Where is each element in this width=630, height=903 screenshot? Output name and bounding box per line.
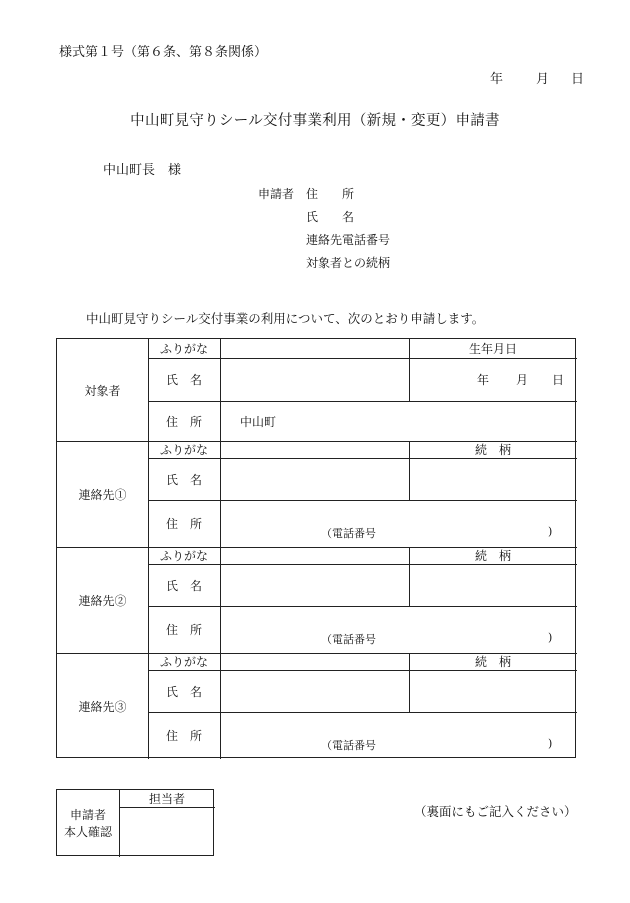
target-name-field[interactable] (220, 358, 409, 401)
date-month-label: 月 (536, 72, 550, 87)
date-day-label: 日 (571, 72, 585, 87)
contact-3-phone-close: ) (548, 737, 553, 750)
back-side-note: （裏面にもご記入ください） (414, 804, 577, 819)
contact-3-address-label: 住 所 (165, 729, 202, 743)
contact-1-section-label: 連絡先① (78, 487, 127, 502)
contact-3-furigana-label: ふりがな (159, 655, 208, 669)
applicant-phone-label: 連絡先電話番号 (306, 233, 391, 247)
contact-1-relation-header: 続 柄 (474, 443, 511, 457)
applicant-label: 申請者 (258, 187, 295, 201)
target-furigana-label: ふりがな (159, 342, 208, 356)
contact-2-address-field[interactable] (220, 606, 577, 653)
identity-confirmation-box (56, 789, 214, 856)
target-furigana-field[interactable] (220, 339, 409, 358)
target-section-label: 対象者 (84, 383, 121, 398)
target-name-label: 氏 名 (165, 373, 202, 387)
page-title: 中山町見守りシール交付事業利用（新規・変更）申請書 (130, 113, 500, 129)
contact-1-relation-field[interactable] (409, 458, 577, 500)
contact-3-address-field[interactable] (220, 712, 577, 759)
contact-1-name-label: 氏 名 (165, 472, 202, 487)
contact-1-address-field[interactable] (220, 500, 577, 547)
contact-3-name-field[interactable] (220, 670, 409, 712)
contact-1-phone-close: ) (548, 525, 553, 538)
contact-2-relation-field[interactable] (409, 564, 577, 606)
contact-1-address-label: 住 所 (165, 517, 202, 531)
contact-3-relation-header: 続 柄 (474, 655, 511, 669)
applicant-name-label: 氏 名 (306, 210, 355, 224)
contact-1-furigana-field[interactable] (220, 441, 409, 458)
intro-text: 中山町見守りシール交付事業の利用について、次のとおり申請します。 (86, 311, 485, 326)
birthdate-day-label: 日 (552, 373, 565, 387)
application-table (56, 338, 576, 758)
contact-2-name-label: 氏 名 (165, 578, 202, 593)
contact-1-furigana-label: ふりがな (159, 443, 208, 457)
addressee: 中山町長 様 (103, 163, 182, 178)
target-address-value: 中山町 (240, 414, 277, 429)
contact-2-furigana-field[interactable] (220, 547, 409, 564)
form-number: 様式第１号（第６条、第８条関係） (59, 45, 268, 60)
contact-2-phone-label: （電話番号 (321, 633, 376, 646)
staff-header: 担当者 (148, 792, 185, 806)
contact-2-address-label: 住 所 (165, 623, 202, 637)
contact-2-name-field[interactable] (220, 564, 409, 606)
staff-stamp-field[interactable] (119, 807, 215, 857)
target-address-field[interactable] (220, 401, 577, 441)
target-address-label: 住 所 (165, 414, 202, 429)
contact-3-phone-label: （電話番号 (321, 739, 376, 752)
contact-2-furigana-label: ふりがな (159, 549, 208, 563)
confirmation-label (57, 790, 119, 857)
contact-1-name-field[interactable] (220, 458, 409, 500)
contact-3-furigana-field[interactable] (220, 653, 409, 670)
target-birthdate-header: 生年月日 (468, 342, 517, 356)
contact-2-section-label: 連絡先② (78, 593, 127, 608)
contact-2-phone-close: ) (548, 631, 553, 644)
confirmation-label-line2: 本人確認 (63, 824, 112, 839)
applicant-address-label: 住 所 (306, 187, 355, 201)
birthdate-year-label: 年 (477, 373, 490, 387)
target-birthdate-field[interactable] (409, 358, 577, 401)
contact-2-relation-header: 続 柄 (474, 549, 511, 563)
applicant-relation-label: 対象者との続柄 (306, 256, 391, 270)
contact-3-name-label: 氏 名 (165, 684, 202, 699)
contact-3-relation-field[interactable] (409, 670, 577, 712)
contact-1-phone-label: （電話番号 (321, 527, 376, 540)
date-year-label: 年 (490, 72, 504, 87)
contact-3-section-label: 連絡先③ (78, 699, 127, 714)
confirmation-label-line1: 申請者 (69, 807, 106, 822)
birthdate-month-label: 月 (516, 373, 529, 387)
